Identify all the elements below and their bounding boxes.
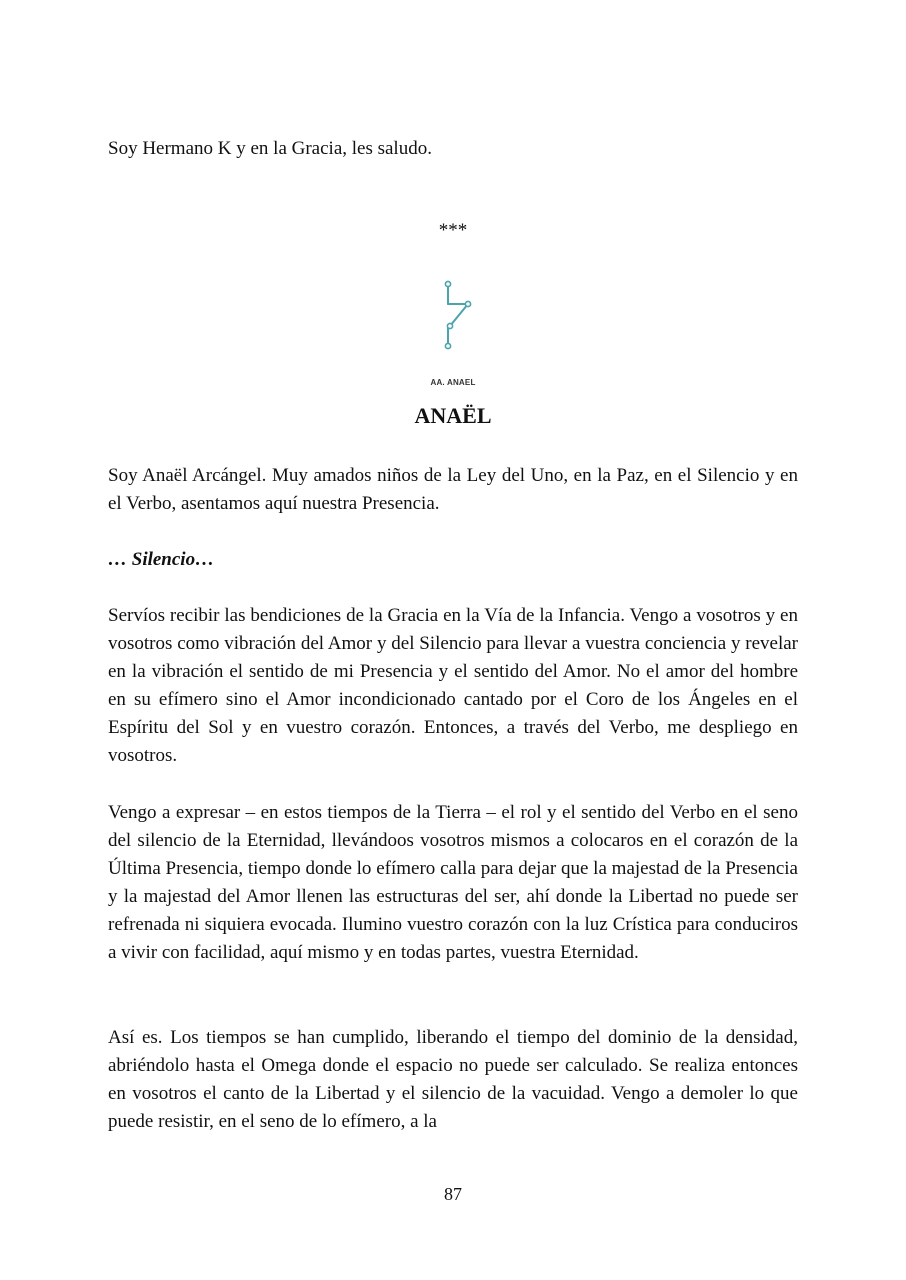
section-heading: ANAËL: [414, 403, 492, 428]
section-separator: ***: [438, 220, 468, 241]
paragraph: Vengo a expresar – en estos tiempos de la Tierra – el rol y el sentido del Verbo en el seno del silencio de la Eternidad, llevándoos vosotros mismos a colocaros en el corazón de la Última Presencia, tiempo donde lo efímero calla para dejar que la majestad de la Presencia y la majestad del Amor llenen las estructuras del ser, ahí donde la Libertad no puede ser refrenada ni siquiera evocada. Ilumino vuestro corazón con la luz Crística para conduciros a vivir con facilidad, aquí mismo y en todas partes, vuestra Eternidad.: [108, 802, 798, 963]
paragraph: Así es. Los tiempos se han cumplido, liberando el tiempo del dominio de la densidad, abriéndolo hasta el Omega donde el espacio no puede ser calculado. Se realiza entonces en vosotros el canto de la Libertad y el silencio de la vacuidad. Vengo a demoler lo que puede resistir, en el seno de lo efímero, a la: [108, 1027, 798, 1132]
emblem-label: AA. ANAEL: [430, 378, 476, 387]
page-number: 87: [444, 1184, 462, 1204]
anael-glyph-icon: [420, 274, 486, 374]
paragraph: Soy Anaël Arcángel. Muy amados niños de la Ley del Uno, en la Paz, en el Silencio y en el Verbo, asentamos aquí nuestra Presencia.: [108, 465, 798, 514]
silence-line: … Silencio…: [108, 549, 215, 570]
greeting-line: Soy Hermano K y en la Gracia, les saludo.: [108, 138, 432, 159]
paragraph: Servíos recibir las bendiciones de la Gracia en la Vía de la Infancia. Vengo a vosotros y en vosotros como vibración del Amor y del Silencio para llevar a vuestra conciencia y revelar en la vibración el sentido de mi Presencia y el sentido del Amor. No el amor del hombre en su efímero sino el Amor incondicionado cantado por el Coro de los Ángeles en el Espíritu del Sol y en vuestro corazón. Entonces, a través del Verbo, me despliego en vosotros.: [108, 605, 798, 766]
anael-emblem: [420, 274, 486, 392]
